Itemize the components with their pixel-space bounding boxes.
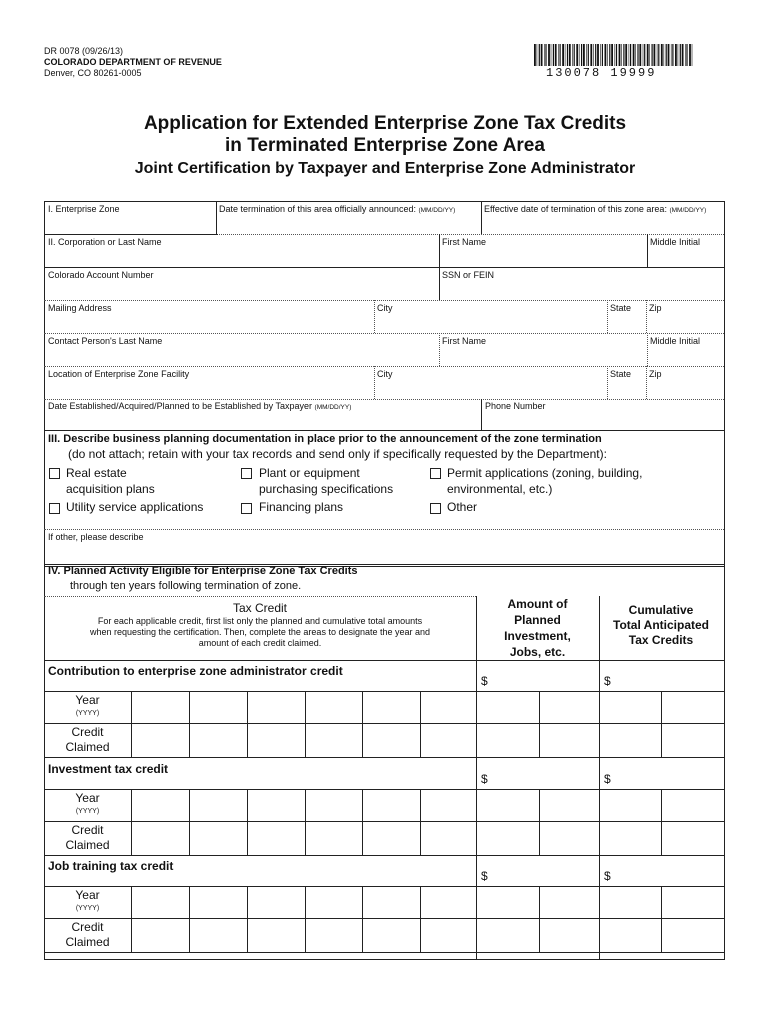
credit-claimed-label-2: Claimed — [65, 740, 110, 754]
credit-claimed-cell[interactable] — [662, 919, 723, 951]
corporation-name-label: II. Corporation or Last Name — [48, 237, 162, 247]
phone-number-label: Phone Number — [485, 401, 546, 411]
other-describe-label: If other, please describe — [48, 532, 144, 542]
section-3-heading: III. Describe business planning documentation in place prior to the announcement of the zone termination — [48, 433, 602, 445]
year-cell[interactable] — [132, 692, 189, 722]
year-cell[interactable] — [248, 887, 305, 917]
year-cell[interactable] — [363, 790, 420, 820]
application-form — [44, 201, 724, 961]
real-estate-checkbox[interactable] — [49, 468, 60, 479]
effective-date-label: Effective date of termination of this zone area: (MM/DD/YY) — [484, 204, 707, 214]
credit-claimed-label-1: Credit — [71, 725, 104, 739]
credit-claimed-cell[interactable] — [363, 919, 420, 951]
credit-claimed-cell[interactable] — [248, 724, 305, 756]
credit-claimed-cell[interactable] — [132, 919, 189, 951]
year-cell[interactable] — [477, 887, 539, 917]
year-cell[interactable] — [421, 692, 476, 722]
year-cell[interactable] — [363, 692, 420, 722]
tax-credit-desc-1: For each applicable credit, first list only the planned and cumulative total amounts — [97, 616, 423, 626]
section-3-subheading: (do not attach; retain with your tax records and send only if specifically requested by the Department): — [68, 447, 607, 461]
other-checkbox[interactable] — [430, 503, 441, 514]
credit-claimed-cell[interactable] — [600, 919, 661, 951]
title-subtitle: Joint Certification by Taxpayer and Enterprise Zone Administrator — [134, 160, 636, 177]
plant-equipment-label: Plant or equipment — [259, 466, 360, 480]
credit-claimed-cell[interactable] — [306, 724, 362, 756]
year-cell[interactable] — [600, 692, 661, 722]
section-4-heading: IV. Planned Activity Eligible for Enterprise Zone Tax Credits — [48, 565, 358, 577]
year-cell[interactable] — [248, 692, 305, 722]
credit-name: Contribution to enterprise zone administrator credit — [48, 664, 343, 678]
credit-claimed-cell[interactable] — [477, 822, 539, 854]
utility-service-label: Utility service applications — [66, 500, 204, 514]
year-cell[interactable] — [421, 887, 476, 917]
year-cell[interactable] — [477, 692, 539, 722]
credit-claimed-cell[interactable] — [248, 822, 305, 854]
first-name-label: First Name — [442, 237, 487, 247]
amount-col-header: Amount of Planned Investment, Jobs, etc. — [504, 597, 571, 659]
year-cell[interactable] — [477, 790, 539, 820]
permit-applications-label-2: environmental, etc.) — [447, 482, 553, 496]
credit-claimed-cell[interactable] — [421, 919, 476, 951]
state-label: State — [610, 303, 632, 313]
credit-claimed-cell[interactable] — [248, 919, 305, 951]
ssn-fein-label: SSN or FEIN — [442, 270, 495, 280]
department-address: Denver, CO 80261-0005 — [44, 68, 142, 78]
credit-claimed-cell[interactable] — [477, 724, 539, 756]
year-cell[interactable] — [662, 887, 723, 917]
facility-zip-label: Zip — [649, 369, 662, 379]
account-number-label: Colorado Account Number — [48, 270, 154, 280]
contact-first-name-label: First Name — [442, 336, 487, 346]
year-label: Year — [75, 693, 100, 707]
title-line-2: in Terminated Enterprise Zone Area — [225, 135, 545, 156]
middle-initial-label: Middle Initial — [650, 237, 701, 247]
year-cell[interactable] — [363, 887, 420, 917]
credit-claimed-cell[interactable] — [600, 724, 661, 756]
date-established-label: Date Established/Acquired/Planned to be Established by Taxpayer (MM/DD/YY) — [48, 401, 352, 411]
credit-claimed-cell[interactable] — [421, 724, 476, 756]
department-name: COLORADO DEPARTMENT OF REVENUE — [44, 57, 222, 67]
year-cell[interactable] — [190, 790, 247, 820]
credit-claimed-label-2: Claimed — [65, 935, 110, 949]
year-cell[interactable] — [600, 790, 661, 820]
credit-claimed-cell[interactable] — [540, 724, 599, 756]
year-cell[interactable] — [662, 692, 723, 722]
tax-credit-col-title: Tax Credit — [232, 601, 288, 615]
tax-credit-desc-2: when requesting the certification. Then, complete the areas to designate the year and — [89, 627, 431, 637]
utility-service-checkbox[interactable] — [49, 503, 60, 514]
contact-last-name-label: Contact Person's Last Name — [48, 336, 163, 346]
amount-dollar-sign: $ — [481, 772, 488, 786]
city-label: City — [377, 303, 393, 313]
year-format: (YYYY) — [75, 905, 100, 912]
credit-claimed-label-1: Credit — [71, 920, 104, 934]
tax-credit-desc-3: amount of each credit claimed. — [198, 638, 322, 648]
mailing-address-label: Mailing Address — [48, 303, 112, 313]
amount-dollar-sign: $ — [481, 674, 488, 688]
permit-applications-checkbox[interactable] — [430, 468, 441, 479]
year-cell[interactable] — [190, 887, 247, 917]
plant-equipment-label-2: purchasing specifications — [259, 482, 394, 496]
year-cell[interactable] — [540, 790, 599, 820]
permit-applications-label: Permit applications (zoning, building, — [447, 466, 643, 480]
section-4-subheading: through ten years following termination of zone. — [70, 580, 302, 592]
year-cell[interactable] — [600, 887, 661, 917]
cumulative-col-header: Cumulative Total Anticipated Tax Credits — [613, 603, 709, 647]
financing-plans-label: Financing plans — [259, 500, 344, 514]
real-estate-label-2: acquisition plans — [66, 482, 155, 496]
credit-claimed-label-2: Claimed — [65, 838, 110, 852]
credit-claimed-cell[interactable] — [363, 822, 420, 854]
enterprise-zone-label: I. Enterprise Zone — [48, 204, 120, 214]
credit-claimed-cell[interactable] — [132, 724, 189, 756]
date-termination-label: Date termination of this area officially announced: (MM/DD/YY) — [219, 204, 456, 214]
barcode-number: 130078 19999 — [546, 66, 657, 80]
year-cell[interactable] — [132, 887, 189, 917]
credit-claimed-cell[interactable] — [477, 919, 539, 951]
real-estate-label: Real estate — [66, 466, 127, 480]
year-cell[interactable] — [248, 790, 305, 820]
credit-name: Investment tax credit — [48, 762, 169, 776]
credit-claimed-cell[interactable] — [306, 919, 362, 951]
cumulative-dollar-sign: $ — [604, 772, 611, 786]
year-label: Year — [75, 888, 100, 902]
year-label: Year — [75, 791, 100, 805]
year-cell[interactable] — [306, 692, 362, 722]
year-cell[interactable] — [662, 790, 723, 820]
credit-claimed-label-1: Credit — [71, 823, 104, 837]
financing-plans-checkbox[interactable] — [241, 503, 252, 514]
facility-city-label: City — [377, 369, 393, 379]
credit-claimed-cell[interactable] — [600, 822, 661, 854]
credit-claimed-cell[interactable] — [662, 822, 723, 854]
other-label: Other — [447, 500, 478, 514]
contact-middle-initial-label: Middle Initial — [650, 336, 701, 346]
facility-state-label: State — [610, 369, 632, 379]
credit-claimed-cell[interactable] — [421, 822, 476, 854]
credit-claimed-cell[interactable] — [132, 822, 189, 854]
credit-name: Job training tax credit — [48, 859, 174, 873]
credit-claimed-cell[interactable] — [190, 724, 247, 756]
credit-claimed-cell[interactable] — [190, 822, 247, 854]
year-cell[interactable] — [421, 790, 476, 820]
title-line-1: Application for Extended Enterprise Zone Tax Credits — [143, 113, 627, 134]
year-cell[interactable] — [306, 887, 362, 917]
year-format: (YYYY) — [75, 710, 100, 717]
credit-claimed-cell[interactable] — [190, 919, 247, 951]
year-cell[interactable] — [306, 790, 362, 820]
form-id: DR 0078 (09/26/13) — [44, 46, 124, 56]
credit-claimed-cell[interactable] — [306, 822, 362, 854]
credit-claimed-cell[interactable] — [540, 919, 599, 951]
amount-dollar-sign: $ — [481, 869, 488, 883]
zip-label: Zip — [649, 303, 662, 313]
year-cell[interactable] — [132, 790, 189, 820]
year-cell[interactable] — [190, 692, 247, 722]
facility-location-label: Location of Enterprise Zone Facility — [48, 369, 190, 379]
credit-claimed-cell[interactable] — [363, 724, 420, 756]
year-format: (YYYY) — [75, 808, 100, 815]
cumulative-dollar-sign: $ — [604, 869, 611, 883]
year-cell[interactable] — [540, 692, 599, 722]
credit-claimed-cell[interactable] — [662, 724, 723, 756]
credit-claimed-cell[interactable] — [540, 822, 599, 854]
barcode — [534, 44, 694, 66]
cumulative-dollar-sign: $ — [604, 674, 611, 688]
plant-equipment-checkbox[interactable] — [241, 468, 252, 479]
year-cell[interactable] — [540, 887, 599, 917]
